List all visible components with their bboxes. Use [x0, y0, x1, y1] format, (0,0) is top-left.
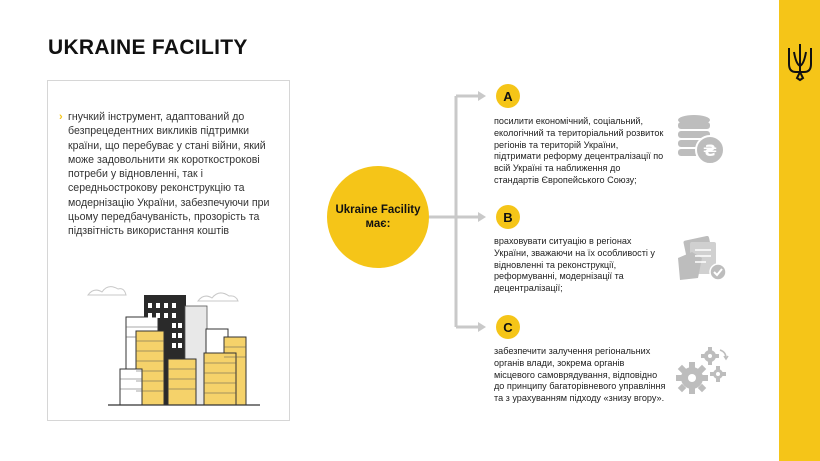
- documents-check-icon: [676, 236, 728, 284]
- page-title: UKRAINE FACILITY: [48, 36, 248, 59]
- coins-hryvnia-icon: [672, 110, 728, 166]
- badge-a: A: [496, 84, 520, 108]
- badge-c: C: [496, 315, 520, 339]
- svg-text:₴: ₴: [703, 141, 717, 160]
- trident-icon: [786, 42, 814, 82]
- center-subtitle: має:: [365, 218, 391, 230]
- item-c-text: забезпечити залучення регіональних органів влади, зокрема органів місцевого самоврядування, відповідно до принципу багаторівневого управління та з урахуванням підходу «знизу вгору».: [494, 346, 666, 404]
- center-title: Ukraine Facility: [335, 204, 421, 216]
- bullet-chevron-icon: ›: [59, 111, 63, 123]
- item-b-text: враховувати ситуацію в регіонах України, зважаючи на їх особливості у відновленні та реконструкції, реформуванні, модернізації та децентралізації;: [494, 236, 655, 294]
- item-a-text: посилити економічний, соціальний, екологічний та територіальний розвиток регіонів та територій України, підтримати реформу децентралізації по всій Україні та наближення до стандартів Європейського Союзу;: [494, 116, 664, 185]
- description-text: гнучкий інструмент, адаптований до безпрецедентних викликів підтримки країни, що перебуває у стані війни, який може задовольнити як короткострокові потреби у відновленні, так і середньострокову реконструкцію та модернізацію України, забезпечуючи при цьому передбачуваність, прозорість та підзвітність використання коштів: [68, 111, 270, 238]
- badge-b: B: [496, 205, 520, 229]
- gears-icon: [674, 346, 730, 394]
- ukraine-facility-circle: [327, 166, 429, 268]
